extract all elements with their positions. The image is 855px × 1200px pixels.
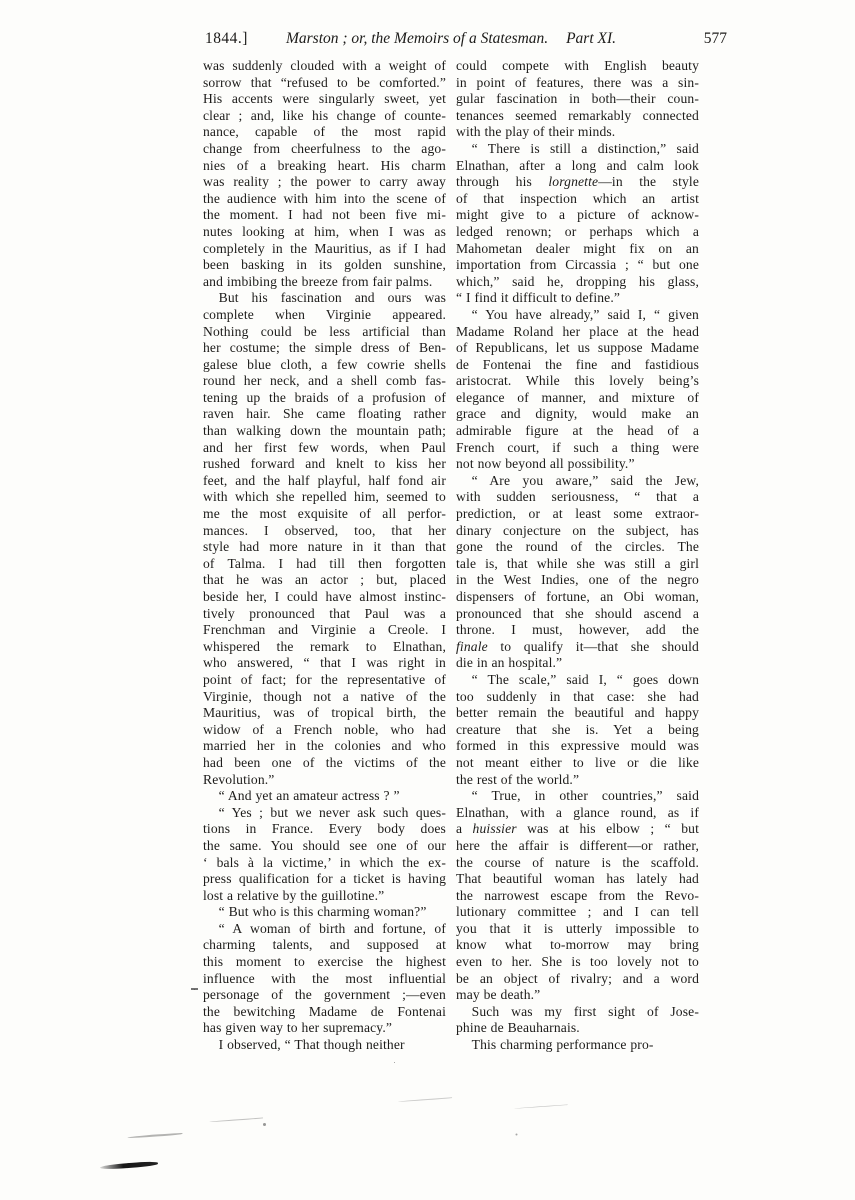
text-line: me the most exquisite of all perfor- bbox=[203, 506, 446, 522]
text-line: gular fascination in both—their coun- bbox=[456, 91, 699, 107]
text-line: style had more nature in it than that bbox=[203, 539, 446, 555]
text-line: tening up the braids of a profusion of bbox=[203, 389, 446, 405]
text-line: a huissier was at his elbow ; “ but bbox=[456, 821, 699, 837]
text-line: could compete with English beauty bbox=[456, 58, 699, 73]
text-line: Elnathan, after a long and calm look bbox=[456, 157, 699, 173]
text-line: of Talma. I had till then forgotten bbox=[203, 555, 446, 571]
text-line: which,” said he, dropping his glass, bbox=[456, 273, 699, 289]
page-number: 577 bbox=[703, 30, 727, 47]
paragraph bbox=[456, 141, 699, 307]
ink-smudge-artifact bbox=[100, 1161, 158, 1170]
text-line: change from cheerfulness to the ago- bbox=[203, 140, 446, 156]
text-line: nies of a breaking heart. His charm bbox=[203, 157, 446, 173]
text-line: Such was my first sight of Jose- bbox=[471, 1003, 699, 1019]
paragraph bbox=[203, 805, 446, 905]
text-line: with which she repelled him, seemed to bbox=[203, 489, 446, 505]
text-line: gone the round of the circles. The bbox=[456, 539, 699, 555]
running-head bbox=[203, 30, 727, 52]
text-line: “ You have already,” said I, “ given bbox=[471, 306, 699, 322]
text-line: beside her, I could have almost instinc- bbox=[203, 589, 446, 604]
text-line: This charming performance pro- bbox=[471, 1037, 654, 1053]
text-line: de Fontenai the fine and fastidious bbox=[456, 356, 699, 372]
text-line: “ But who is this charming woman?” bbox=[218, 904, 427, 920]
text-line: has given way to her supremacy.” bbox=[203, 1020, 393, 1036]
text-line: galese blue cloth, a few cowrie shells bbox=[203, 356, 446, 372]
text-line: that he was an actor ; but, placed bbox=[203, 572, 446, 588]
text-line: was suddenly clouded with a weight of bbox=[203, 58, 446, 73]
text-line: throne. I must, however, add the bbox=[456, 622, 699, 638]
text-line: admirable figure at the head of a bbox=[456, 423, 699, 439]
text-line: not now beyond all possibility.” bbox=[456, 456, 635, 472]
text-line: rushed forward and knelt to kiss her bbox=[203, 456, 446, 472]
text-line: and imbibing the breeze from fair palms. bbox=[203, 273, 433, 289]
paragraph bbox=[203, 788, 446, 805]
text-line: know what to-morrow may bring bbox=[456, 937, 699, 953]
paragraph bbox=[456, 1004, 699, 1037]
text-line: her costume; the simple dress of Ben- bbox=[203, 340, 446, 356]
text-line: married her in the colonies and who bbox=[203, 738, 446, 754]
text-line: was reality ; the power to carry away bbox=[203, 174, 446, 190]
text-line: dinary conjecture on the subject, has bbox=[456, 522, 699, 538]
text-line: pronounced that she should ascend a bbox=[456, 605, 699, 621]
text-line: phine de Beauharnais. bbox=[456, 1020, 580, 1036]
text-line: with the play of their minds. bbox=[456, 124, 616, 140]
text-line: the rest of the world.” bbox=[456, 771, 580, 787]
text-line: complete when Virginie appeared. bbox=[203, 306, 446, 322]
text-line: tions in France. Every body does bbox=[203, 821, 446, 837]
header-year: 1844.] bbox=[205, 30, 248, 47]
paragraph bbox=[456, 58, 699, 141]
text-line: “ Are you aware,” said the Jew, bbox=[471, 472, 699, 488]
text-line: the bewitching Madame de Fontenai bbox=[203, 1003, 446, 1019]
text-line: mances. I observed, too, that her bbox=[203, 522, 446, 538]
text-line: “ Yes ; but we never ask such ques- bbox=[218, 804, 446, 820]
text-line: “ A woman of birth and fortune, of bbox=[218, 920, 446, 936]
text-line: raven hair. She came floating rather bbox=[203, 406, 446, 422]
text-line: lutionary committee ; and I can tell bbox=[456, 904, 699, 920]
text-line: “ There is still a distinction,” said bbox=[471, 140, 699, 156]
text-line: charming talents, and supposed at bbox=[203, 937, 446, 953]
text-line: widow of a French noble, who had bbox=[203, 721, 446, 737]
text-line: too suddenly in that case: she had bbox=[456, 688, 699, 704]
text-line: you that it is utterly impossible to bbox=[456, 920, 699, 936]
right-column bbox=[456, 58, 699, 1054]
text-line: nance, capable of the most rapid bbox=[203, 124, 446, 140]
text-line: lost a relative by the guillotine.” bbox=[203, 887, 385, 903]
text-line: Nothing could be less artificial than bbox=[203, 323, 446, 339]
text-line: tively pronounced that Paul was a bbox=[203, 605, 446, 621]
text-line: “ And yet an amateur actress ? ” bbox=[218, 788, 400, 804]
paragraph bbox=[456, 788, 699, 1004]
page-title: Marston ; or, the Memoirs of a Statesman. bbox=[285, 30, 549, 47]
text-line: personage of the government ;—even bbox=[203, 987, 446, 1003]
text-line: “ The scale,” said I, “ goes down bbox=[471, 671, 699, 687]
text-line: through his lorgnette—in the style bbox=[456, 174, 699, 190]
text-line: Revolution.” bbox=[203, 771, 275, 787]
text-line: His accents were singularly sweet, yet bbox=[203, 91, 446, 107]
text-line: had been one of the victims of the bbox=[203, 754, 446, 770]
paragraph bbox=[203, 904, 446, 921]
text-line: may be death.” bbox=[456, 987, 541, 1003]
text-line: with sudden seriousness, “ that a bbox=[456, 489, 699, 505]
text-line: better remain the beautiful and happy bbox=[456, 705, 699, 721]
text-line: finale to qualify it—that she should bbox=[456, 638, 699, 654]
text-line: the course of nature is the scaffold. bbox=[456, 854, 699, 870]
left-column bbox=[203, 58, 446, 1054]
paragraph bbox=[456, 672, 699, 788]
paragraph bbox=[456, 1037, 699, 1054]
paragraph bbox=[203, 58, 446, 290]
text-line: ledged renown; or perhaps which a bbox=[456, 223, 699, 239]
text-line: in point of features, there was a sin- bbox=[456, 74, 699, 90]
paragraph bbox=[203, 921, 446, 1037]
header-part-label: Part XI. bbox=[566, 30, 616, 47]
text-line: the audience with him into the scene of bbox=[203, 190, 446, 206]
text-line: Frenchman and Virginie a Creole. I bbox=[203, 622, 446, 638]
text-line: importation from Circassia ; “ but one bbox=[456, 257, 699, 273]
text-line: round her neck, and a shell comb fas- bbox=[203, 373, 446, 389]
text-line: not meant either to live or die like bbox=[456, 754, 699, 770]
text-line: sorrow that “refused to be comforted.” bbox=[203, 74, 446, 90]
text-line: influence with the most influential bbox=[203, 970, 446, 986]
text-line: whispered the remark to Elnathan, bbox=[203, 638, 446, 654]
text-line: dispensers of fortune, an Obi woman, bbox=[456, 589, 699, 604]
scan-speck-artifact bbox=[263, 1123, 266, 1126]
text-line: That beautiful woman has lately had bbox=[456, 871, 699, 887]
text-line: even to her. She is too lovely not to bbox=[456, 954, 699, 970]
text-line: But his fascination and ours was bbox=[218, 290, 446, 306]
text-line: and her first few words, when Paul bbox=[203, 439, 446, 455]
text-line: press qualification for a ticket is having bbox=[203, 871, 446, 887]
text-line: here the affair is different—or rather, bbox=[456, 837, 699, 853]
paragraph bbox=[456, 307, 699, 473]
text-line: of Republicans, let us suppose Madame bbox=[456, 340, 699, 356]
header-title-group bbox=[203, 30, 699, 48]
text-line: Mauritius, was of tropical birth, the bbox=[203, 705, 446, 721]
text-block bbox=[203, 58, 699, 1054]
text-line: nutes looking at him, when I was as bbox=[203, 223, 446, 239]
text-line: the narrowest escape from the Revo- bbox=[456, 887, 699, 903]
text-line: French court, if such a thing were bbox=[456, 439, 699, 455]
paragraph bbox=[203, 290, 446, 788]
text-line: the same. You should see one of our bbox=[203, 837, 446, 853]
paragraph bbox=[456, 473, 699, 672]
text-line: than walking down the mountain path; bbox=[203, 423, 446, 439]
text-line: aristocrat. While this lovely being’s bbox=[456, 373, 699, 389]
text-line: the moment. I had not been five mi- bbox=[203, 207, 446, 223]
text-line: Virginie, though not a native of the bbox=[203, 688, 446, 704]
text-line: die in an hospital.” bbox=[456, 655, 563, 671]
text-line: point of fact; for the representative of bbox=[203, 671, 446, 687]
text-line: I observed, “ That though neither bbox=[218, 1037, 405, 1053]
text-line: this moment to exercise the highest bbox=[203, 954, 446, 970]
text-line: ‘ bals à la victime,’ in which the ex- bbox=[203, 854, 446, 870]
text-line: “ True, in other countries,” said bbox=[471, 788, 699, 804]
text-line: prediction, or at least some extraor- bbox=[456, 506, 699, 522]
margin-mark-artifact bbox=[191, 988, 198, 990]
text-line: elegance of manner, and mixture of bbox=[456, 389, 699, 405]
text-line: “ I find it difficult to define.” bbox=[456, 290, 621, 306]
text-line: in the West Indies, one of the negro bbox=[456, 572, 699, 588]
text-line: tale is, that while she was still a girl bbox=[456, 555, 699, 571]
text-line: Madame Roland her place at the head bbox=[456, 323, 699, 339]
text-line: completely in the Mauritius, as if I had bbox=[203, 240, 446, 256]
text-line: might give to a picture of acknow- bbox=[456, 207, 699, 223]
text-line: be an object of rivalry; and a word bbox=[456, 970, 699, 986]
text-line: formed in this expressive mould was bbox=[456, 738, 699, 754]
paragraph bbox=[203, 1037, 446, 1054]
text-line: been basking in its golden sunshine, bbox=[203, 257, 446, 273]
text-line: grace and dignity, would make an bbox=[456, 406, 699, 422]
text-line: Elnathan, with a glance round, as if bbox=[456, 804, 699, 820]
text-line: clear ; and, like his change of counte- bbox=[203, 107, 446, 123]
text-line: who answered, “ that I was right in bbox=[203, 655, 446, 671]
text-line: creature that she is. Yet a being bbox=[456, 721, 699, 737]
text-line: of that inspection which an artist bbox=[456, 190, 699, 206]
text-line: Mahometan dealer might fix on an bbox=[456, 240, 699, 256]
text-line: feet, and the half playful, half fond air bbox=[203, 472, 446, 488]
text-line: tenances seemed remarkably connected bbox=[456, 107, 699, 123]
